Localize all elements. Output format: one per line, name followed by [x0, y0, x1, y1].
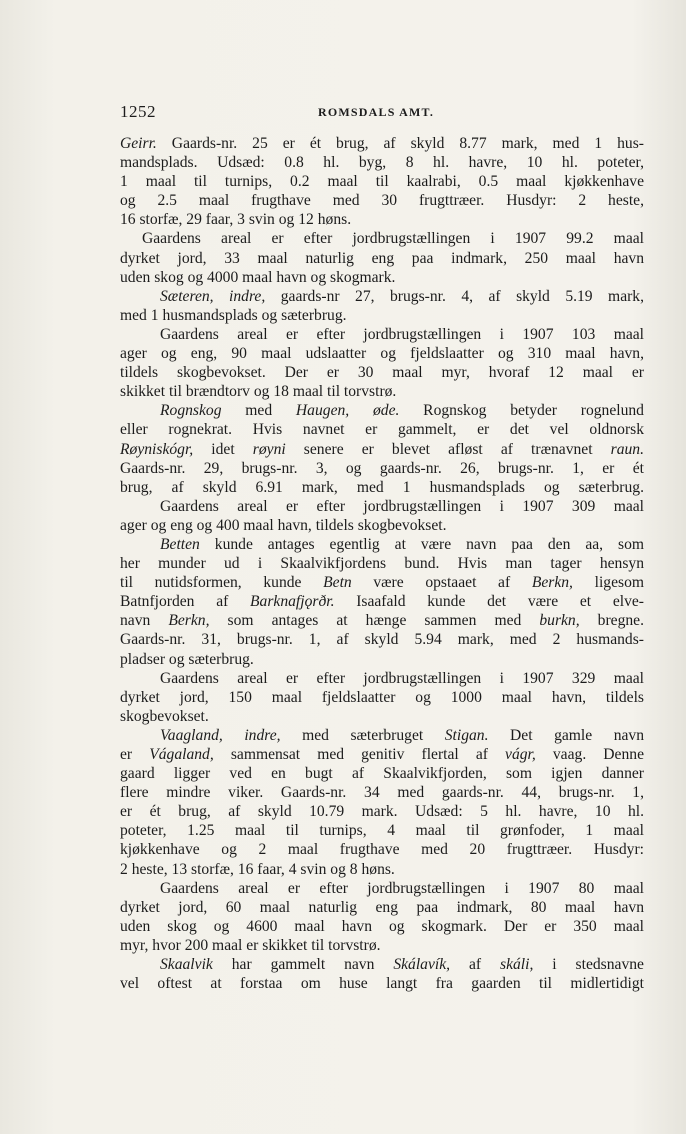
text-run: bregne. [579, 612, 644, 630]
text-run: er ét brug, af skyld 10.79 mark. Udsæd: 5 hl. havre, 10 hl. [120, 803, 644, 821]
text-run: har gammelt navn [212, 956, 394, 974]
text-run: her munder ud i Skaalvikfjordens bund. Hvis man tager hensyn [120, 555, 644, 573]
text-line [120, 478, 644, 497]
text-run: Gaardens areal er efter jordbrugstællingen i 1907 80 maal [160, 879, 644, 897]
text-line [120, 802, 644, 821]
text-line [120, 821, 644, 840]
italic-term: Berkn, [531, 574, 573, 592]
italic-term: Barknafjǫrðr. [250, 593, 335, 611]
text-line [120, 382, 644, 401]
text-run: uden skog og 4000 maal havn og skogmark. [120, 268, 396, 286]
text-run: gaards-nr 27, brugs-nr. 4, af skyld 5.19 mark, [265, 287, 644, 305]
text-line [120, 497, 644, 516]
italic-term: Røyniskógr, [120, 440, 194, 458]
text-run: 1 maal til turnips, 0.2 maal til kaalrabi, 0.5 maal kjøkkenhave [120, 173, 644, 191]
text-run: myr, hvor 200 maal er skikket til torvstrø. [120, 936, 381, 954]
text-run: 2 heste, 13 storfæ, 16 faar, 4 svin og 8 høns. [120, 860, 395, 878]
body-text [120, 134, 644, 993]
text-line [120, 191, 644, 210]
text-line [120, 592, 644, 611]
text-line [120, 879, 644, 898]
italic-term: Betten [160, 535, 200, 553]
text-run: Batnfjorden af [120, 593, 251, 611]
text-run: gaard ligger ved en bugt af Skaalvikfjorden, som igjen danner [120, 765, 644, 783]
text-line [120, 650, 644, 669]
text-run: skogbevokset. [120, 707, 209, 725]
text-line [120, 840, 644, 859]
italic-term: burkn, [539, 612, 580, 630]
text-line [120, 764, 644, 783]
text-line [120, 153, 644, 172]
text-line [120, 287, 644, 306]
italic-term: Geirr. [120, 135, 157, 152]
italic-term: Skálavík, [393, 956, 451, 974]
text-run: tildels skogbevokset. Der er 30 maal myr, hvoraf 12 maal er [120, 364, 644, 382]
text-run: er [120, 746, 150, 763]
text-run: sammensat med genitiv flertal af [213, 746, 506, 763]
text-line [120, 573, 644, 592]
text-run: Gaardens areal er efter jordbrugstællingen i 1907 309 maal [160, 497, 644, 515]
italic-term: Vágaland, [149, 746, 214, 763]
text-line [120, 363, 644, 382]
text-run: Gaardens areal er efter jordbrugstællingen i 1907 329 maal [160, 669, 644, 687]
italic-term: Betn [323, 574, 352, 592]
italic-term: Rognskog [160, 402, 222, 420]
text-run: eller rognekrat. Hvis navnet er gammelt, er det vel oldnorsk [120, 421, 644, 439]
text-run: vel oftest at forstaa om huse langt fra gaarden til midlertidigt [120, 975, 644, 993]
text-run: flere mindre viker. Gaards-nr. 34 med gaards-nr. 44, brugs-nr. 1, [120, 784, 644, 802]
text-line [120, 249, 644, 268]
text-line [120, 630, 644, 649]
text-run: være opstaaet af [351, 574, 532, 592]
text-line [120, 134, 644, 153]
text-line [120, 669, 644, 688]
text-run: Gaards-nr. 31, brugs-nr. 1, af skyld 5.94 mark, med 2 husmands- [120, 631, 644, 649]
text-line [120, 420, 644, 439]
text-line [120, 516, 644, 535]
page-number: 1252 [120, 102, 156, 121]
text-line [120, 955, 644, 974]
italic-term: skáli, [500, 956, 534, 974]
running-header [120, 102, 644, 124]
text-line [120, 745, 644, 764]
text-run: med sæterbruget [280, 726, 445, 744]
text-line [120, 325, 644, 344]
text-line [120, 974, 644, 993]
text-run: uden skog og 4600 maal havn og skogmark. Der er 350 maal [120, 917, 644, 935]
italic-term: røyni [252, 440, 286, 458]
text-run: Gaardens areal er efter jordbrugstællingen i 1907 99.2 maal [142, 230, 644, 248]
text-line [120, 783, 644, 802]
text-run: dyrket jord, 60 maal naturlig eng paa indmark, 80 maal havn [120, 898, 644, 916]
text-line [120, 459, 644, 478]
text-run: af [450, 956, 501, 974]
text-run: Det gamle navn [488, 726, 645, 744]
italic-term: Berkn, [168, 612, 210, 630]
italic-term: Stigan. [444, 726, 489, 744]
text-line [120, 898, 644, 917]
italic-term: Skaalvik [160, 956, 213, 974]
text-run: dyrket jord, 150 maal fjeldslaatter og 1000 maal havn, tildels [120, 688, 644, 706]
text-line [120, 268, 644, 287]
text-line [120, 688, 644, 707]
italic-term: raun. [610, 440, 644, 458]
text-line [120, 611, 644, 630]
text-run: idet [193, 440, 253, 458]
text-line [120, 344, 644, 363]
text-line [120, 535, 644, 554]
text-run: senere er blevet afløst af trænavnet [285, 440, 611, 458]
text-run: ager og eng, 90 maal udslaatter og fjeldslaatter og 310 maal havn, [120, 345, 644, 363]
text-line [120, 172, 644, 191]
text-run: poteter, 1.25 maal til turnips, 4 maal til grønfoder, 1 maal [120, 822, 644, 840]
text-run: 16 storfæ, 29 faar, 3 svin og 12 høns. [120, 211, 352, 229]
text-run: ager og eng og 400 maal havn, tildels skogbevokset. [120, 516, 447, 534]
text-line [120, 229, 644, 248]
text-run: og 2.5 maal frugthave med 30 frugttræer. Husdyr: 2 heste, [120, 192, 644, 210]
text-run: i stedsnavne [533, 956, 644, 974]
text-run: mandsplads. Udsæd: 0.8 hl. byg, 8 hl. havre, 10 hl. poteter, [120, 154, 644, 172]
text-run: til nutidsformen, kunde [120, 574, 324, 592]
text-run: skikket til brændtorv og 18 maal til torvstrø. [120, 383, 397, 401]
text-run: ligesom [572, 574, 644, 592]
text-run: med 1 husmandsplads og sæterbrug. [120, 306, 347, 324]
text-run: Gaards-nr. 29, brugs-nr. 3, og gaards-nr. 26, brugs-nr. 1, er ét [120, 459, 644, 477]
page-header-title: ROMSDALS AMT. [318, 105, 435, 119]
text-run: dyrket jord, 33 maal naturlig eng paa indmark, 250 maal havn [120, 249, 644, 267]
text-line [120, 306, 644, 325]
text-line [120, 726, 644, 745]
italic-term: Vaagland, indre, [160, 726, 281, 744]
text-run: vaag. Denne [535, 746, 644, 763]
text-run: pladser og sæterbrug. [120, 650, 254, 668]
italic-term: vágr, [505, 746, 536, 763]
text-line [120, 707, 644, 726]
text-line [120, 860, 644, 879]
italic-term: Haugen, øde. [295, 402, 400, 420]
text-line [120, 401, 644, 420]
text-run: brug, af skyld 6.91 mark, med 1 husmandsplads og sæterbrug. [120, 478, 644, 496]
text-run: Rognskog betyder rognelund [399, 402, 644, 420]
text-run: navn [120, 612, 169, 630]
text-line [120, 554, 644, 573]
text-run: Gaards-nr. 25 er ét brug, af skyld 8.77 mark, med 1 hus- [156, 135, 644, 152]
text-line [120, 936, 644, 955]
text-run: kjøkkenhave og 2 maal frugthave med 20 frugttræer. Husdyr: [120, 841, 644, 859]
text-run: som antages at hænge sammen med [209, 612, 540, 630]
text-run: kunde antages egentlig at være navn paa den aa, som [199, 535, 644, 553]
text-line [120, 917, 644, 936]
italic-term: Sæteren, indre, [160, 287, 266, 305]
text-run: Isaafald kunde det være et elve- [334, 593, 644, 611]
text-run: med [221, 402, 296, 420]
text-line [120, 210, 644, 229]
text-run: Gaardens areal er efter jordbrugstællingen i 1907 103 maal [160, 325, 644, 343]
text-line [120, 440, 644, 459]
